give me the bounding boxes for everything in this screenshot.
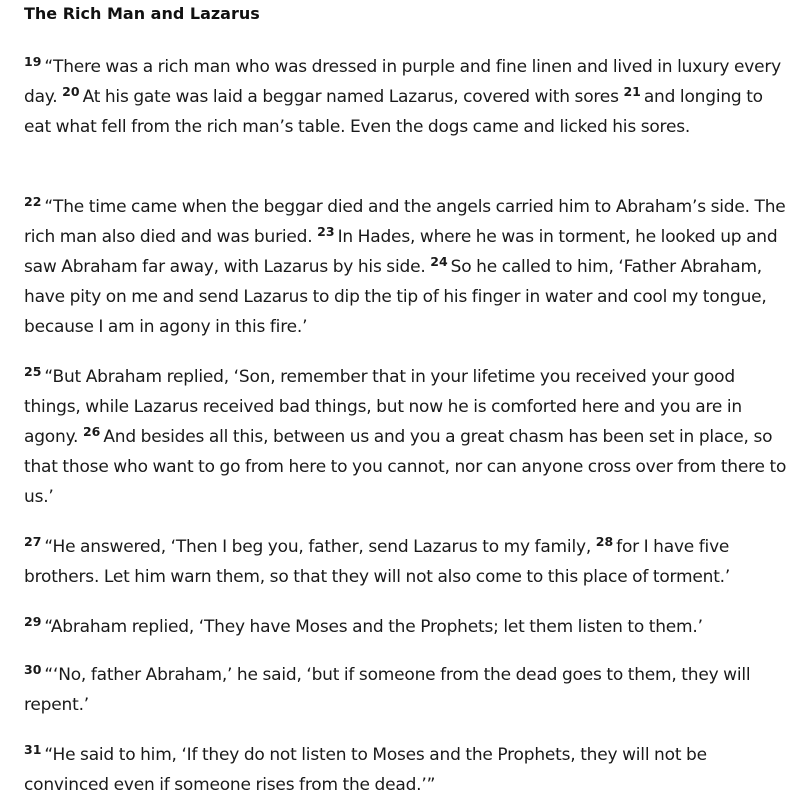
paragraph [24,192,790,342]
verse-number: 31 [24,742,42,757]
verse-text: In Hades, where he was in torment, he looked up and saw Abraham far away, with Lazarus by his side. [24,227,778,277]
verse-text: “He said to him, ‘If they do not listen to Moses and the Prophets, they will not be convinced even if someone rises from the dead.’” [24,745,707,795]
verse-text: “But Abraham replied, ‘Son, remember that in your lifetime you received your good things, while Lazarus received bad things, but now he is comforted here and you are in agony. [24,367,742,447]
verse-number: 29 [24,614,42,629]
verse-number: 22 [24,194,42,209]
verse-number: 30 [24,662,42,677]
verse-text: for I have five brothers. Let him warn them, so that they will not also come to this place of torment.’ [24,537,731,587]
verse-text: “The time came when the beggar died and the angels carried him to Abraham’s side. The rich man also died and was buried. [24,197,786,247]
paragraph [24,660,790,720]
paragraph [24,52,790,142]
verse-number: 21 [623,84,641,99]
paragraph [24,532,790,592]
verse-text: At his gate was laid a beggar named Lazarus, covered with sores [82,87,624,107]
verse-text: “‘No, father Abraham,’ he said, ‘but if someone from the dead goes to them, they will repent.’ [24,665,751,715]
verse-text: “Abraham replied, ‘They have Moses and the Prophets; let them listen to them.’ [44,617,703,637]
verse-text: So he called to him, ‘Father Abraham, have pity on me and send Lazarus to dip the tip of his finger in water and cool my tongue, because I am in agony in this fire.’ [24,257,767,337]
verse-text: “He answered, ‘Then I beg you, father, send Lazarus to my family, [44,537,596,557]
verse-text: And besides all this, between us and you a great chasm has been set in place, so that those who want to go from here to you cannot, nor can anyone cross over from there to us.’ [24,427,787,507]
verse-number: 20 [62,84,80,99]
paragraph [24,612,790,642]
verse-number: 23 [317,224,335,239]
paragraph [24,362,790,512]
verse-number: 24 [430,254,448,269]
verse-text: and longing to eat what fell from the rich man’s table. Even the dogs came and licked his sores. [24,87,763,137]
verse-number: 25 [24,364,42,379]
verse-number: 27 [24,534,42,549]
verse-number: 19 [24,54,42,69]
verse-number: 28 [595,534,614,549]
paragraph [24,740,790,800]
verse-number: 26 [82,424,101,439]
passage-heading: The Rich Man and Lazarus [24,4,260,23]
verse-text: “There was a rich man who was dressed in purple and fine linen and lived in luxury every day. [24,57,781,107]
